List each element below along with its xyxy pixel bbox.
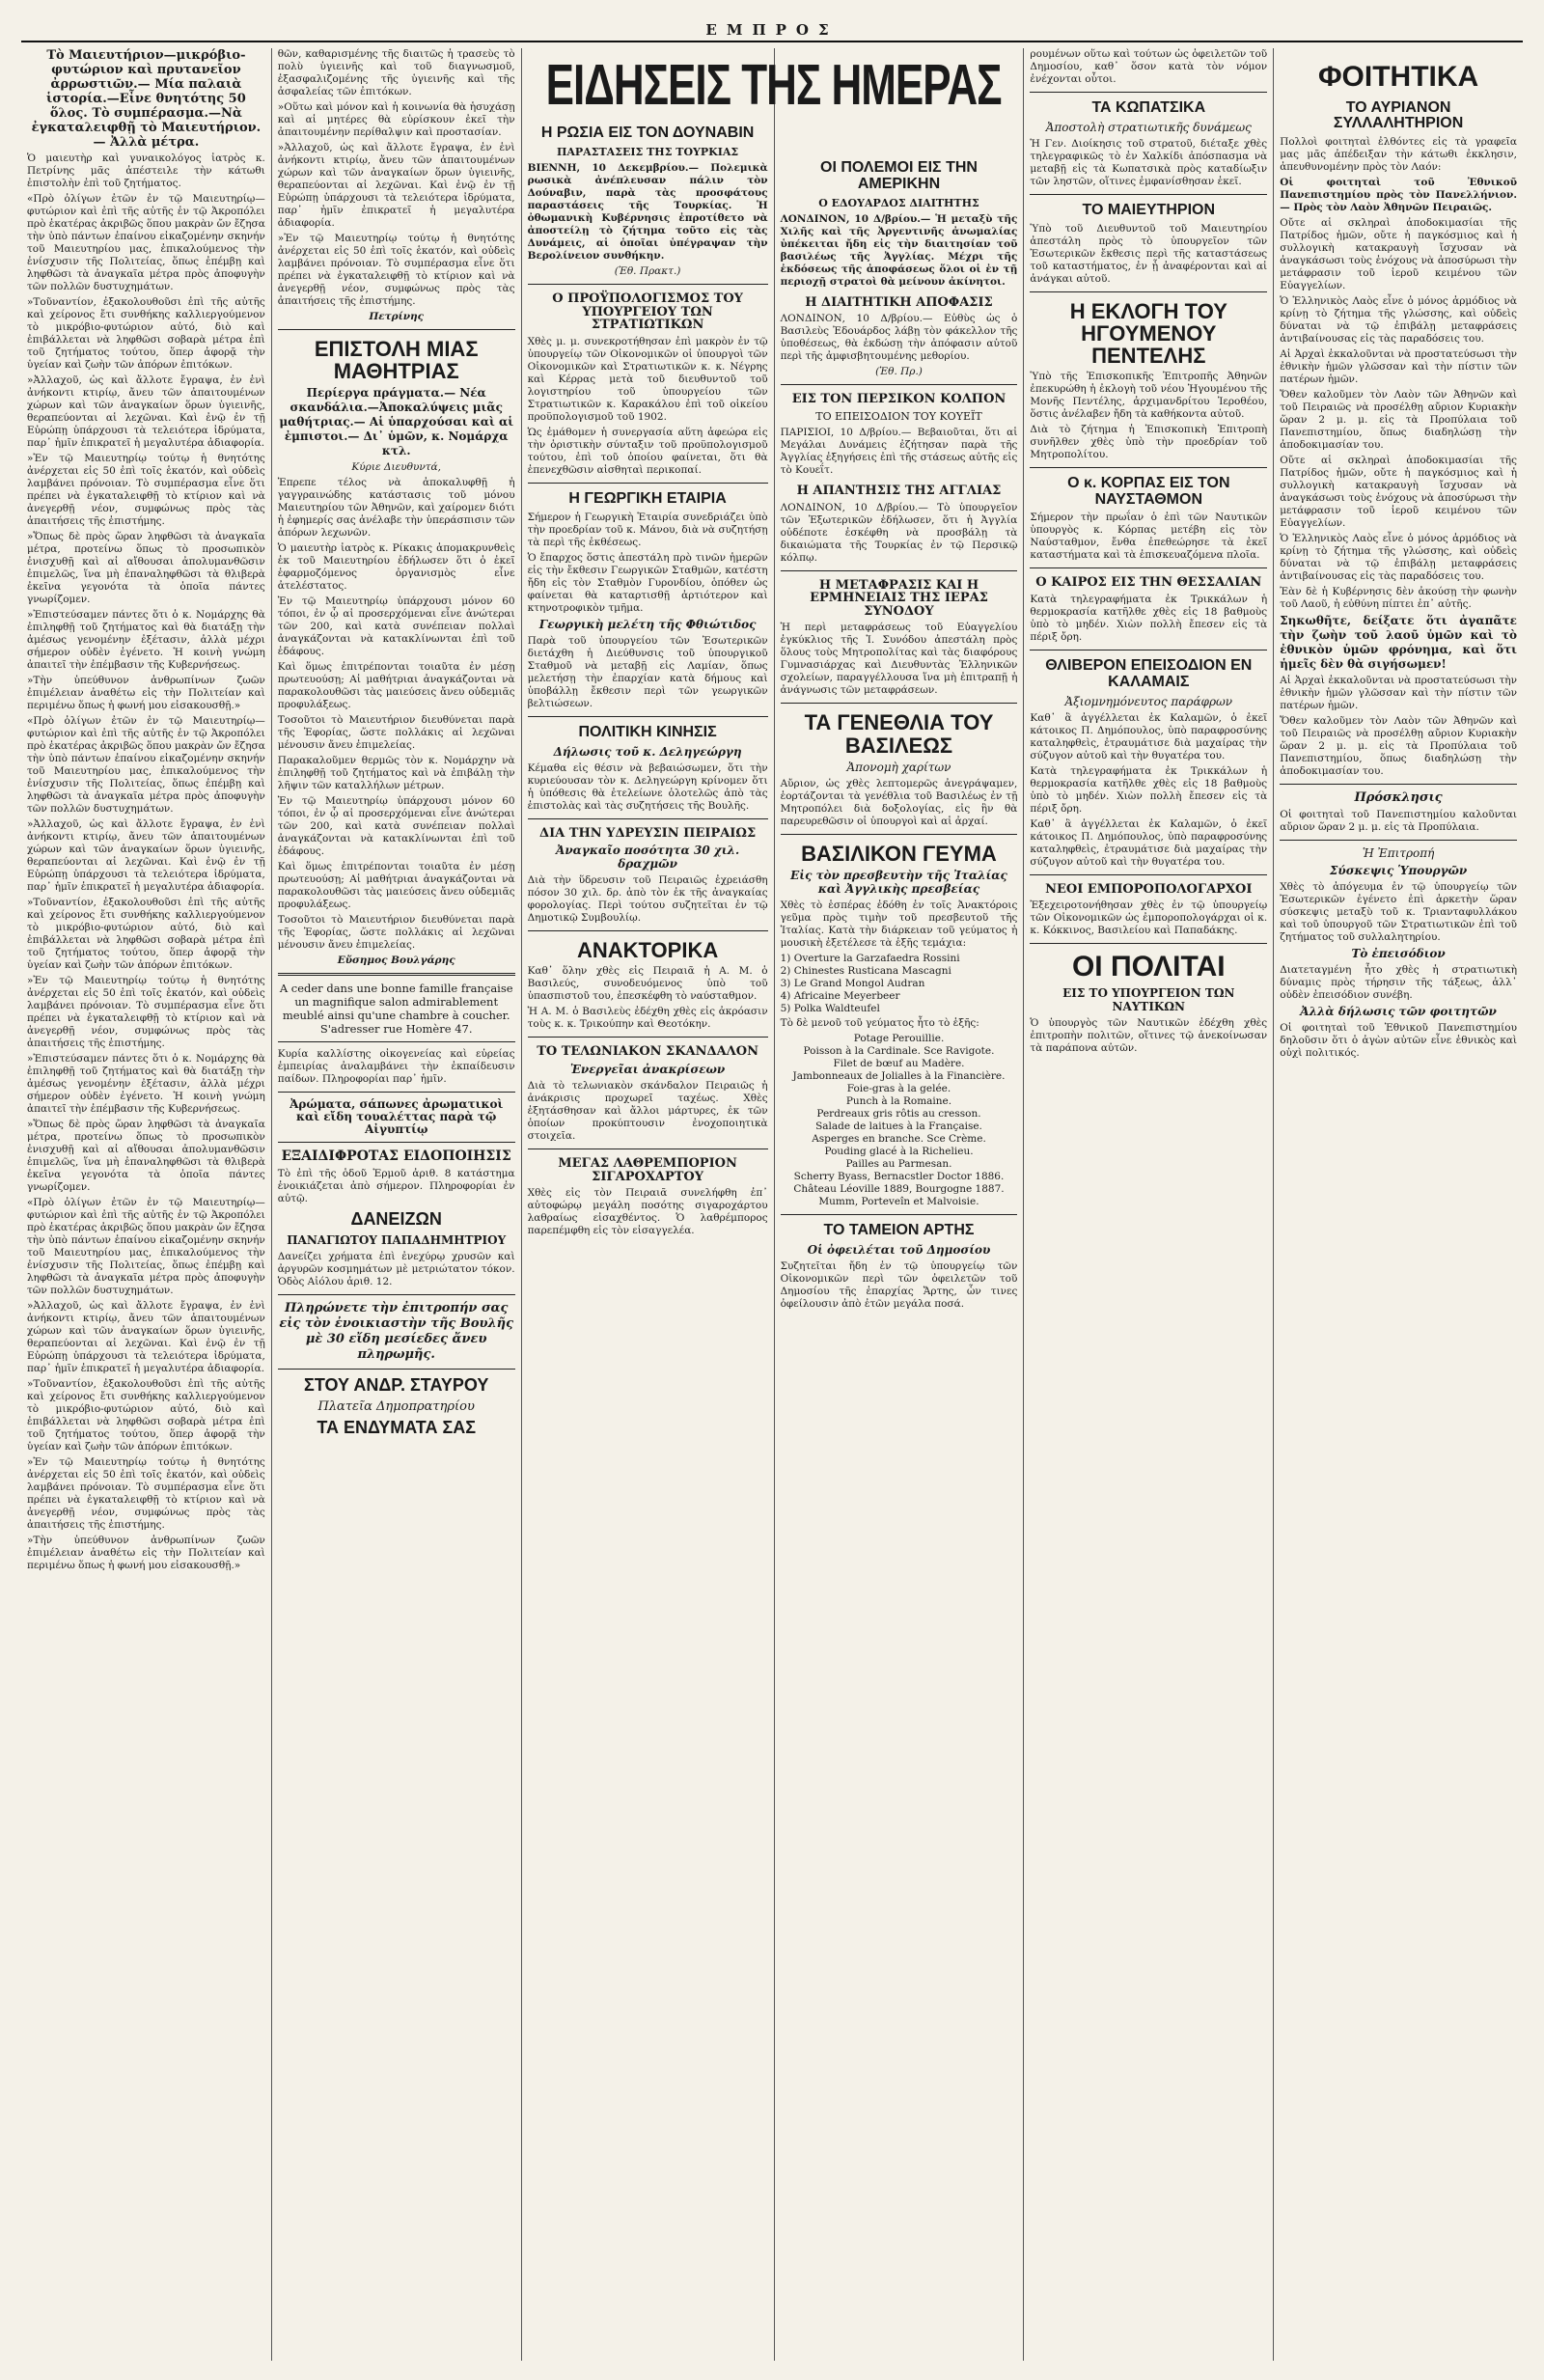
paragraph: Παρὰ τοῦ ὑπουργείου τῶν Ἐσωτερικῶν διετάχθη ἡ Διεύθυνσις τοῦ ὑπουργικοῦ Σταθμοῦ νὰ μεταβῇ εἰς Λαμίαν, ὅπως μελετήσῃ τὴν ἐπαρχίαν κατὰ δήμους καὶ ὑποβάλλῃ ἔκθεσιν περὶ τῶν γεωργικῶν βελτιώσεων. <box>527 634 768 709</box>
divider <box>1030 291 1267 292</box>
subheadline: Ἡ Ἐπιτροπή <box>1362 846 1435 861</box>
paragraph: Ἐν τῷ Μαιευτηρίῳ ὑπάρχουσι μόνον 60 τόποι, ἐν ᾧ αἱ προσερχόμεναι εἶνε ἀνώτεραι τῶν 200, καὶ κατὰ συνέπειαν πολλαὶ ἀναγκάζονται νὰ κατακλίνωνται ἐπὶ τοῦ ἐδάφους. <box>277 795 515 858</box>
paragraph: ΛΟΝΔΙΝΟΝ, 10 Δ/βρίου.— Ἡ μεταξὺ τῆς Χιλῆς καὶ τῆς Ἀργεντινῆς ἀνωμαλίας ὑπέκειται ἤδη εἰς τὴν διαιτησίαν τοῦ βασιλέως τῆς Ἀγγλίας. Μέχρι τῆς ἐκδόσεως τῆς ἀποφάσεως ὅλοι οἱ ἐν τῇ περιοχῇ στρατοὶ θὰ μείνουν ἀκίνητοι. <box>780 212 1018 288</box>
divider <box>1280 840 1517 841</box>
column-1 <box>21 48 271 2361</box>
menu-item: Pouding glacé à la Richelieu. <box>824 1145 974 1157</box>
divider <box>278 1142 515 1143</box>
source: (Ἐθ. Πρακτ.) <box>614 264 681 277</box>
headline: Η ΓΕΩΡΓΙΚΗ ΕΤΑΙΡΙΑ <box>568 489 727 507</box>
divider <box>1030 874 1267 875</box>
headline: Η ΜΕΤΑΦΡΑΣΙΣ ΚΑΙ Η ΕΡΜΗΝΕΙΑΙΣ ΤΗΣ ΙΕΡΑΣ ΣΥΝΟΔΟΥ <box>810 577 988 619</box>
headline: ΤΟ ΜΑΙΕΥΤΗΡΙΟΝ <box>1082 201 1216 218</box>
divider <box>781 570 1018 571</box>
paragraph: Οὔτε αἱ σκληραὶ ἀποδοκιμασίαι τῆς Πατρίδος ἡμῶν, οὔτε ἡ παγκόσμιος καὶ ἡ συλλογικὴ κατακραυγὴ ἴσχυσαν νὰ ἀναγκάσωσι τοὺς ἐνόχους νὰ ἀποσύρωσι τὴν μετάφρασιν τοῦ ἱεροῦ κειμένου τῶν Εὐαγγελίων. <box>1280 455 1517 530</box>
headline: ΤΟ ΤΕΛΩΝΙΑΚΟΝ ΣΚΑΝΔΑΛΟΝ <box>537 1044 758 1060</box>
subheadline: ΤΟ ΕΠΕΙΣΟΔΙΟΝ ΤΟΥ ΚΟΥΕΪΤ <box>815 409 982 423</box>
headline: ΕΠΙΣΤΟΛΗ ΜΙΑΣ ΜΑΘΗΤΡΙΑΣ <box>314 337 479 384</box>
ad-notice-text: Τὸ ἐπὶ τῆς ὁδοῦ Ἑρμοῦ ἀριθ. 8 κατάστημα ἐνοικιάζεται ἀπὸ σήμερον. Πληροφορίαι ἐν αὐτῷ. <box>277 1168 515 1205</box>
menu-item: Salade de laitues à la Française. <box>815 1120 982 1132</box>
divider <box>528 716 768 717</box>
ad-french: A ceder dans une bonne famille française un magnifique salon admirablement meublé ainsi qu'une chambre à coucher. S'adresser rue Homère 47. <box>279 982 513 1037</box>
paragraph: Σηκωθῆτε, δείξατε ὅτι ἀγαπᾶτε τὴν ζωὴν τοῦ λαοῦ ὑμῶν καὶ τὸ ἐθνικὸν ὑμῶν φρόνημα, καὶ ὅτι ἡμεῖς δὲν θὰ σιγήσωμεν! <box>1280 614 1517 672</box>
paragraph: Καὶ ὅμως ἐπιτρέπονται τοιαῦτα ἐν μέσῃ πρωτευούσῃ; Αἱ μαθήτριαι ἀναγκάζονται νὰ παρακολουθῶσι τὰς μαιεύσεις ἄνευ οὐδεμιᾶς προφυλάξεως. <box>277 661 515 711</box>
headline: Η ΔΙΑΙΤΗΤΙΚΗ ΑΠΟΦΑΣΙΣ <box>805 294 993 310</box>
headline: Η ΡΩΣΙΑ ΕΙΣ ΤΟΝ ΔΟΥΝΑΒΙΝ <box>540 125 755 142</box>
paragraph: Ὁ ἔπαρχος ὅστις ἀπεστάλη πρὸ τινῶν ἡμερῶν εἰς τὴν ἔκθεσιν Γεωργικῶν Σταθμῶν, κατέστη ἤδη εἰς τὸν Σταθμὸν Γυρονδίου, ὁπόθεν ὡς φαίνεται θὰ καταρτισθῇ ἀρτιότερον καὶ κτηνοτροφικὸν τμῆμα. <box>527 551 768 614</box>
divider <box>1030 194 1267 195</box>
columns <box>21 48 1523 2361</box>
column-2 <box>271 48 521 2361</box>
subheadline: Ἀπονομὴ χαρίτων <box>846 760 951 774</box>
menu-item: Asperges en branche. Sce Crème. <box>812 1132 986 1145</box>
masthead: ΕΜΠΡΟΣ <box>21 21 1523 42</box>
menu-item: Potage Perouillie. <box>853 1032 945 1044</box>
subheadline: Γεωργικὴ μελέτη τῆς Φθιώτιδος <box>538 617 757 631</box>
menu-item: Château Léoville 1889, Bourgogne 1887. <box>793 1182 1005 1195</box>
paragraph: Τοσοῦτοι τὸ Μαιευτήριον διευθύνεται παρὰ τῆς Ἐφορίας, ὥστε πολλάκις αἱ λεχῶναι μένουσιν ἄνευ ἐπιμελείας. <box>277 914 515 952</box>
subheadline: ΕΙΣ ΤΟ ΥΠΟΥΡΓΕΙΟΝ ΤΩΝ ΝΑΥΤΙΚΩΝ <box>1062 985 1235 1013</box>
paragraph: »Ὅπως δὲ πρὸς ὥραν ληφθῶσι τὰ ἀναγκαῖα μέτρα, προτείνω ὅπως τὸ προσωπικὸν ἐνισχυθῇ καὶ αἱ αἴθουσαι ἀπολυμανθῶσιν ἐπιμελῶς, ἵνα μὴ ἐπαναληφθῶσι τὰ θλιβερὰ ἐκεῖνα γεγονότα τὰ ὁποῖα πάντες γνωρίζομεν. <box>27 1119 265 1193</box>
divider <box>781 703 1018 704</box>
paragraph: »Ἐν τῷ Μαιευτηρίῳ τούτῳ ἡ θνητότης ἀνέρχεται εἰς 50 ἐπὶ τοῖς ἑκατόν, καὶ οὐδεὶς λαμβάνει πρόνοιαν. Τὸ συμπέρασμα εἶνε ὅτι πρέπει νὰ ἐγκαταλειφθῇ τὸ κτίριον καὶ νὰ ἀνεγερθῇ νέον, συμφώνως πρὸς τὰς ἀπαιτήσεις τῆς ἐπιστήμης. <box>27 1456 265 1531</box>
paragraph: «Πρὸ ὀλίγων ἐτῶν ἐν τῷ Μαιευτηρίῳ—φυτώριον καὶ ἐπὶ τῆς αὐτῆς ἐν τῷ Ἀκροπόλει πρὸ ἑκατέρας ἀκριβῶς ὅπου μακρὰν ὤν ἔζησα τὴν ὑπὸ πάντων ἐπαίνου εἰκαζομένην σκηνήν τοῦ Μαιευτηρίου μας, ἐπικαλούμενος τὴν ἐνίσχυσιν τῆς Πολιτείας, ὅπως ἐπέμβῃ καὶ ληφθῶσι τὰ ἀναγκαῖα μέτρα πρὸς ἀποφυγὴν τῶν πολλῶν δυστυχημάτων. <box>27 1197 265 1296</box>
paragraph: Πολλοὶ φοιτηταὶ ἐλθόντες εἰς τὰ γραφεῖα μας μᾶς ἀπέδειξαν τὴν κάτωθι ἐκκλησιν, ἀπευθυνομένην πρὸς τὸν Λαόν: <box>1280 136 1517 174</box>
paragraph: »Τοῦναντίον, ἐξακολουθοῦσι ἐπὶ τῆς αὐτῆς καὶ χείρονος ἔτι συνθήκης καλλιεργούμενον τὸ μικρόβιο-φυτώριον αὐτό, διὸ καὶ ἐπιβάλλεται νὰ ληφθῶσι σοβαρὰ μέτρα ἐπὶ τοῦ ζητήματος τούτου, ὅπερ ἀφορᾷ τὴν ὑγείαν καὶ ζωὴν τῶν ἀπόρων ἐπιτόκων. <box>27 1378 265 1453</box>
paragraph: Αἱ Ἀρχαὶ ἐκκαλοῦνται νὰ προστατεύσωσι τὴν ἐθνικὴν ἡμῶν γλῶσσαν καὶ τὴν πίστιν τῶν πατέρων ἡμῶν. <box>1280 675 1517 712</box>
paragraph: »Οὕτω καὶ μόνον καὶ ἡ κοινωνία θὰ ἡσυχάσῃ καὶ αἱ μητέρες θὰ εὑρίσκουν ἐκεῖ τὴν ἀπαιτουμένην περίθαλψιν καὶ προστασίαν. <box>277 101 515 138</box>
divider <box>1280 784 1517 785</box>
paragraph: Καθ᾽ ἃ ἀγγέλλεται ἐκ Καλαμῶν, ὁ ἐκεῖ κάτοικος Π. Δημόπουλος, ὑπὸ παραφροσύνης καταληφθεὶς, ἐτραυμάτισε διὰ μαχαίρας τὴν σύζυγον αὐτοῦ καὶ τὴν θυγατέρα του. <box>1030 817 1268 868</box>
paragraph: ΛΟΝΔΙΝΟΝ, 10 Δ/βρίου.— Τὸ ὑπουργεῖον τῶν Ἐξωτερικῶν ἐδήλωσεν, ὅτι ἡ Ἀγγλία οὐδέποτε ἐσκέφθη νὰ προσβάλῃ τὰ δικαιώματα τῆς Τουρκίας ἐν τῷ Περσικῷ κόλπῳ. <box>780 501 1018 564</box>
divider <box>1030 92 1267 93</box>
paragraph: Οἱ φοιτηταὶ τοῦ Πανεπιστημίου καλοῦνται αὔριον ὥραν 2 μ. μ. εἰς τὰ Προπύλαια. <box>1280 809 1517 834</box>
paragraph: Ἐπρεπε τέλος νὰ ἀποκαλυφθῇ ἡ γαγγραινώδης κατάστασις τοῦ μόνου Μαιευτηρίου τῶν Ἀθηνῶν, καὶ χαίρομεν διότι ἡ ἐφημερίς σας ἀνέλαβε τὴν ὑπεράσπισιν τῶν ἀπόρων λεχωνῶν. <box>277 477 515 540</box>
signature: Εὔσημος Βουλγάρης <box>337 955 455 967</box>
paragraph: Ἐν τῷ Μαιευτηρίῳ ὑπάρχουσι μόνον 60 τόποι, ἐν ᾧ αἱ προσερχόμεναι εἶνε ἀνώτεραι τῶν 200, καὶ κατὰ συνέπειαν πολλαὶ ἀναγκάζονται νὰ κατακλίνωνται ἐπὶ τοῦ ἐδάφους. <box>277 595 515 658</box>
paragraph: Αἱ Ἀρχαὶ ἐκκαλοῦνται νὰ προστατεύσωσι τὴν ἐθνικὴν ἡμῶν γλῶσσαν καὶ τὴν πίστιν τῶν πατέρων ἡμῶν. <box>1280 348 1517 386</box>
divider <box>528 818 768 819</box>
paragraph: »Ἐπιστεύσαμεν πάντες ὅτι ὁ κ. Νομάρχης θὰ ἐπιληφθῇ τοῦ ζητήματος καὶ θὰ διατάξῃ τὴν ἀμέσως γενομένην ἐξέτασιν, ἀλλὰ μέχρι σήμερον οὐδὲν ἐγένετο. Ἡ κοινὴ γνώμη ἀπαιτεῖ τὴν ἐπέμβασιν τῆς Κυβερνήσεως. <box>27 609 265 671</box>
divider <box>528 483 768 484</box>
article-lead: Τὸ Μαιευτήριον—μικρόβιο-φυτώριον καὶ πρυτανεῖον ἀρρωστιῶν.— Μία παλαιὰ ἱστορία.—Εἶνε θνητότης 50 ὅλος. Τὸ συμπέρασμα.—Νὰ ἐγκαταλειφθῇ τὸ Μαιευτήριον.— Ἀλλὰ μέτρα. <box>31 48 262 150</box>
paragraph: Οἱ φοιτηταὶ τοῦ Ἐθνικοῦ Πανεπιστημίου δηλοῦσιν ὅτι ὁ ἀγὼν αὐτῶν εἶνε ἐθνικὸς καὶ οὐχὶ πολιτικός. <box>1280 1022 1517 1060</box>
subheadline: Τὸ ἐπεισόδιον <box>1351 947 1446 961</box>
dinner-menu <box>781 1033 1018 1208</box>
paragraph: Τοσοῦτοι τὸ Μαιευτήριον διευθύνεται παρὰ τῆς Ἐφορίας, ὥστε πολλάκις αἱ λεχῶναι μένουσιν ἄνευ ἐπιμελείας. <box>277 714 515 752</box>
menu-item: 2) Chinestes Rusticana Mascagni <box>780 964 951 977</box>
headline: ΔΙΑ ΤΗΝ ΥΔΡΕΥΣΙΝ ΠΕΙΡΑΙΩΣ <box>539 825 757 841</box>
subheadline: Δήλωσις τοῦ κ. Δεληγεώργη <box>553 744 742 759</box>
paragraph: Χθὲς μ. μ. συνεκροτήθησαν ἐπὶ μακρὸν ἐν τῷ ὑπουργείῳ τῶν Οἰκονομικῶν οἱ ὑπουργοὶ τῶν Οἰκονομικῶν καὶ Στρατιωτικῶν κ. κ. Νέγρης καὶ Κέρρας μετὰ τοῦ διευθυντοῦ τοῦ λογιστηρίου τοῦ ὑπουργείου τῶν Στρατιωτικῶν κ. Καρακάλου ἐπὶ τοῦ οἰκείου προϋπολογισμοῦ τοῦ 1902. <box>527 335 768 423</box>
paragraph: Παρακαλοῦμεν θερμῶς τὸν κ. Νομάρχην νὰ ἐπιληφθῇ τοῦ ζητήματος καὶ νὰ ἐπιβάλῃ τὴν λῆψιν τῶν καταλλήλων μέτρων. <box>277 755 515 792</box>
ad-lender-title: ΔΑΝΕΙΖΩΝ <box>350 1209 442 1230</box>
paragraph: »Ὅπως δὲ πρὸς ὥραν ληφθῶσι τὰ ἀναγκαῖα μέτρα, προτείνω ὅπως τὸ προσωπικὸν ἐνισχυθῇ καὶ αἱ αἴθουσαι ἀπολυμανθῶσιν ἐπιμελῶς, ἵνα μὴ ἐπαναληφθῶσι τὰ θλιβερὰ ἐκεῖνα γεγονότα τὰ ὁποῖα πάντες γνωρίζομεν. <box>27 531 265 605</box>
menu-item: 3) Le Grand Mongol Audran <box>780 977 925 989</box>
headline: ΦΟΙΤΗΤΙΚΑ <box>1317 61 1479 93</box>
deck: Περίεργα πράγματα.— Νέα σκανδάλια.—Ἀποκαλύψεις μιᾶς μαθήτριας.— Αἱ ὑπαρχούσαι καὶ αἱ ἐμπιστοι.— Δι᾽ ὑμῶν, κ. Νομάρχα κτλ. <box>279 386 514 458</box>
music-program <box>781 953 1018 1015</box>
headline: Ο ΚΑΙΡΟΣ ΕΙΣ ΤΗΝ ΘΕΣΣΑΛΙΑΝ <box>1035 575 1262 591</box>
ad-notice-title: ΕΞΑΙΔΙΦΡΟΤΑΣ ΕΙΔΟΠΟΙΗΣΙΣ <box>281 1148 511 1165</box>
subheadline: Ἐνεργεῖαι ἀνακρίσεων <box>569 1062 726 1076</box>
divider <box>278 329 515 330</box>
ad-store-name: ΣΤΟΥ ΑΝΔΡ. ΣΤΑΥΡΟΥ <box>304 1375 489 1396</box>
ad-kyria: Κυρία καλλίστης οἰκογενείας καὶ εὐρείας ἐμπειρίας ἀναλαμβάνει τὴν ἐκπαίδευσιν παίδων. Πληροφορίαι παρ᾽ ἡμῖν. <box>277 1048 515 1086</box>
menu-item: Filet de bœuf au Madère. <box>833 1057 965 1069</box>
menu-item: Scherry Byass, Bernacstler Doctor 1886. <box>793 1170 1005 1182</box>
headline: ΝΕΟΙ ΕΜΠΟΡΟΠΟΛΟΓΑΡΧΟΙ <box>1045 881 1253 897</box>
headline: Ο ΠΡΟΫΠΟΛΟΓΙΣΜΟΣ ΤΟΥ ΥΠΟΥΡΓΕΙΟΥ ΤΩΝ ΣΤΡΑΤΙΩΤΙΚΩΝ <box>552 291 743 333</box>
headline: ΜΕΓΑΣ ΛΑΘΡΕΜΠΟΡΙΟΝ ΣΙΓΑΡΟΧΑΡΤΟΥ <box>558 1155 737 1184</box>
paragraph: »Ἐν τῷ Μαιευτηρίῳ τούτῳ ἡ θνητότης ἀνέρχεται εἰς 50 ἐπὶ τοῖς ἑκατόν, καὶ οὐδεὶς λαμβάνει πρόνοιαν. Τὸ συμπέρασμα εἶνε ὅτι πρέπει νὰ ἐγκαταλειφθῇ τὸ κτίριον καὶ νὰ ἀνεγερθῇ νέον, συμφώνως πρὸς τὰς ἀπαιτήσεις τῆς ἐπιστήμης. <box>277 233 515 307</box>
subheadline: Ἀξιομνημόνευτος παράφρων <box>1064 694 1233 708</box>
column-4 <box>774 48 1024 2361</box>
headline: ΤΟ ΤΑΜΕΙΟΝ ΑΡΤΗΣ <box>823 1221 975 1238</box>
ad-lender-name: ΠΑΝΑΓΙΩΤΟΥ ΠΑΠΑΔΗΜΗΤΡΙΟΥ <box>287 1233 507 1248</box>
subheadline: Ἀναγκαῖο ποσότητα 30 χιλ. δραχμῶν <box>556 844 740 872</box>
divider <box>781 384 1018 385</box>
headline: ΤΑ ΓΕΝΕΘΛΙΑ ΤΟΥ ΒΑΣΙΛΕΩΣ <box>804 710 994 758</box>
headline: Η ΑΠΑΝΤΗΣΙΣ ΤΗΣ ΑΓΓΛΙΑΣ <box>796 483 1002 498</box>
paragraph: Τὸ δὲ μενοῦ τοῦ γεύματος ἦτο τὸ ἑξῆς: <box>780 1016 979 1029</box>
divider <box>1030 943 1267 944</box>
paragraph: »Τοῦναντίον, ἐξακολουθοῦσι ἐπὶ τῆς αὐτῆς καὶ χείρονος ἔτι συνθήκης καλλιεργούμενον τὸ μικρόβιο-φυτώριον αὐτό, διὸ καὶ ἐπιβάλλεται νὰ ληφθῶσι σοβαρὰ μέτρα ἐπὶ τοῦ ζητήματος τούτου, ὅπερ ἀφορᾷ τὴν ὑγείαν καὶ ζωὴν τῶν ἀπόρων ἐπιτόκων. <box>27 296 265 371</box>
headline: ΘΛΙΒΕΡΟΝ ΕΠΕΙΣΟΔΙΟΝ ΕΝ ΚΑΛΑΜΑΙΣ <box>1045 657 1253 690</box>
paragraph: »Ἐν τῷ Μαιευτηρίῳ τούτῳ ἡ θνητότης ἀνέρχεται εἰς 50 ἐπὶ τοῖς ἑκατόν, καὶ οὐδεὶς λαμβάνει πρόνοιαν. Τὸ συμπέρασμα εἶνε ὅτι πρέπει νὰ ἐγκαταλειφθῇ τὸ κτίριον καὶ νὰ ἀνεγερθῇ νέον, συμφώνως πρὸς τὰς ἀπαιτήσεις τῆς ἐπιστήμης. <box>27 975 265 1049</box>
headline: ΠΟΛΙΤΙΚΗ ΚΙΝΗΣΙΣ <box>578 723 717 740</box>
banner-headline: ΕΙΔΗΣΕΙΣ ΤΗΣ ΗΜΕΡΑΣ <box>545 53 1002 118</box>
paragraph: Οὔτε αἱ σκληραὶ ἀποδοκιμασίαι τῆς Πατρίδος ἡμῶν, οὔτε ἡ παγκόσμιος καὶ ἡ συλλογικὴ κατακραυγὴ ἴσχυσαν νὰ ἀναγκάσωσι τοὺς ἐνόχους νὰ ἀποσύρωσι τὴν μετάφρασιν τοῦ ἱεροῦ κειμένου τῶν Εὐαγγελίων. <box>1280 217 1517 292</box>
headline: ΤΑ ΚΩΠΑΤΣΙΚΑ <box>1091 99 1206 116</box>
paragraph: Κατὰ τηλεγραφήματα ἐκ Τρικκάλων ἡ θερμοκρασία κατῆλθε χθὲς εἰς 18 βαθμοὺς ὑπὸ τὸ μηδέν. Χιὼν πολλὴ ἔπεσεν εἰς τὰ πέριξ ὄρη. <box>1030 764 1268 815</box>
menu-item: Jambonneaux de Jolialles à la Financière. <box>792 1069 1006 1082</box>
subheadline: Σύσκεψις Ὑπουργῶν <box>1329 864 1468 878</box>
divider <box>278 1092 515 1093</box>
paragraph: Ὑπὸ τοῦ Διευθυντοῦ τοῦ Μαιευτηρίου ἀπεστάλη πρὸς τὸ ὑπουργεῖον τῶν Ἐσωτερικῶν ἔκθεσις περὶ τῆς καταστάσεως τοῦ καταστήματος, ἐν ᾗ ἀναφέρονται καὶ αἱ ἀνάγκαι αὐτοῦ. <box>1030 222 1268 285</box>
paragraph: Ὁ Ἑλληνικὸς Λαὸς εἶνε ὁ μόνος ἀρμόδιος νὰ κρίνῃ τὸ ζήτημα τῆς γλώσσης, καὶ οὐδεὶς δύναται νὰ τῷ ἐπιβάλῃ μεταφράσεις ἀντιβαίνουσας εἰς τὰς παραδόσεις του. <box>1280 533 1517 583</box>
paragraph: θῶν, καθαρισμένης τῆς διαιτῶς ἡ τρασεὺς τὸ πολὺ ὑγιεινῆς καὶ τοῦ διαγνωσμοῦ, ἐξασφαλιζομένης τῆς ὑγιεινῆς καὶ τῆς ἀσφαλείας τῶν ἐπιτόκων. <box>277 48 515 97</box>
paragraph: Αὔριον, ὡς χθὲς λεπτομερῶς ἀνεγράψαμεν, ἑορτάζονται τὰ γενέθλια τοῦ Βασιλέως ἐν τῇ Μητροπόλει διὰ δοξολογίας, εἰς ἣν θὰ παρευρεθῶσιν οἱ ὑπουργοὶ καὶ αἱ ἀρχαί. <box>780 777 1018 827</box>
column-6 <box>1273 48 1523 2361</box>
signature: Πετρίνης <box>369 311 425 322</box>
paragraph: Ἡ Α. Μ. ὁ Βασιλεὺς ἐδέχθη χθὲς εἰς ἀκρόασιν τοὺς κ. κ. Τρικούπην καὶ Θεοτόκην. <box>527 1006 768 1031</box>
paragraph: Ὁ μαιευτὴρ καὶ γυναικολόγος ἰατρὸς κ. Πετρίνης μᾶς ἀπέστειλε τὴν κάτωθι ἐπιστολὴν ἐπὶ τοῦ ζητήματος. <box>27 152 265 189</box>
divider <box>278 1294 515 1295</box>
ad-handwritten: Πληρώνετε τὴν ἐπιτροπήν σας εἰς τὸν ἐνοικιαστὴν τῆς Βουλῆς μὲ 30 εἴδη μεσίεδες ἄνευ πληρωμῆς. <box>279 1301 514 1363</box>
paragraph: Καθ᾽ ὅλην χθὲς εἰς Πειραιᾶ ἡ Α. Μ. ὁ Βασιλεύς, συνοδευόμενος ὑπὸ τοῦ ὑπασπιστοῦ του, ἐπεσκέφθη τὸ ναύσταθμον. <box>527 965 768 1003</box>
paragraph: ρουμένων οὕτω καὶ τούτων ὡς ὀφειλετῶν τοῦ Δημοσίου, καθ᾽ ὅσον κατὰ τὸν νόμον ἐνέχονται οὗτοι. <box>1030 48 1268 85</box>
subheadline: Ἀλλὰ δήλωσις τῶν φοιτητῶν <box>1300 1005 1497 1019</box>
divider <box>781 1214 1018 1215</box>
paragraph: Κέμαθα εἰς θέσιν νὰ βεβαιώσωμεν, ὅτι τὴν κυριεύουσαν τὸν κ. Δεληγεώργη κρίνομεν ὅτι ἡ ὑπόθεσις θὰ ἐτελείωνε ὁλοτελῶς ἀπὸ τὰς ἐπιστολὰς καὶ τὰς συζητήσεις τῆς Βουλῆς. <box>527 761 768 812</box>
headline: ΕΙΣ ΤΟΝ ΠΕΡΣΙΚΟΝ ΚΟΛΠΟΝ <box>791 392 1006 407</box>
paragraph: Διὰ τὴν ὕδρευσιν τοῦ Πειραιῶς ἐχρειάσθη πόσον 30 χιλ. δρ. ἀπὸ τὸν ἐκ τῆς ἀναγκαίας φορολογίας. Περὶ τούτου συζητεῖται ἐν τῷ Δημοτικῷ Συμβουλίῳ. <box>527 874 768 925</box>
menu-item: Poisson à la Cardinale. Sce Ravigote. <box>803 1044 995 1057</box>
paragraph: »Ἐπιστεύσαμεν πάντες ὅτι ὁ κ. Νομάρχης θὰ ἐπιληφθῇ τοῦ ζητήματος καὶ θὰ διατάξῃ τὴν ἀμέσως γενομένην ἐξέτασιν, ἀλλὰ μέχρι σήμερον οὐδὲν ἐγένετο. Ἡ κοινὴ γνώμη ἀπαιτεῖ τὴν ἐπέμβασιν τῆς Κυβερνήσεως. <box>27 1053 265 1115</box>
subheadline: ΠΑΡΑΣΤΑΣΕΙΣ ΤΗΣ ΤΟΥΡΚΙΑΣ <box>556 145 739 158</box>
paragraph: Καὶ ὅμως ἐπιτρέπονται τοιαῦτα ἐν μέσῃ πρωτευούσῃ; Αἱ μαθήτριαι ἀναγκάζονται νὰ παρακολουθῶσι τὰς μαιεύσεις ἄνευ οὐδεμιᾶς προφυλάξεως. <box>277 861 515 911</box>
subheadline: Πρόσκλησις <box>1354 790 1443 806</box>
ad-aromata: Ἀρώματα, σάπωνες ἀρωματικοὶ καὶ εἴδη τουαλέττας παρὰ τῷ Αἰγυπτίῳ <box>290 1097 504 1137</box>
divider <box>278 1041 515 1042</box>
divider <box>528 1148 768 1149</box>
paragraph: Ὁ ὑπουργὸς τῶν Ναυτικῶν ἐδέχθη χθὲς ἐπιτροπὴν πολιτῶν, οἵτινες τῷ ἀνεκοίνωσαν τὰ παράπονα αὐτῶν. <box>1030 1016 1268 1054</box>
divider <box>278 1369 515 1370</box>
paragraph: »Τὴν ὑπεύθυνον ἀνθρωπίνων ζωῶν ἐπιμέλειαν ἀναθέτω εἰς τὴν Πολιτείαν καὶ περιμένω ὅπως ἡ φωνή μου εἰσακουσθῇ.» <box>27 675 265 711</box>
paragraph: Διατεταγμένη ἦτο χθὲς ἡ στρατιωτικὴ δύναμις πρὸς τήρησιν τῆς τάξεως, ἀλλ᾽ οὐδὲν ἐπεισόδιον συνέβη. <box>1280 964 1517 1002</box>
divider <box>781 834 1018 835</box>
menu-item: Punch à la Romaine. <box>845 1094 952 1107</box>
subheadline: Εἰς τὸν πρεσβευτὴν τῆς Ἰταλίας καὶ Ἀγγλικὴς πρεσβείας <box>790 868 1007 896</box>
paragraph: Συζητεῖται ἤδη ἐν τῷ ὑπουργείῳ τῶν Οἰκονομικῶν περὶ τῶν ὀφειλετῶν τοῦ Δημοσίου τῆς ἐπαρχίας Ἄρτης, ὧν τινες ὀφείλουσιν ἀπὸ ἐτῶν μεγάλα ποσά. <box>780 1259 1018 1310</box>
paragraph: Ἐξεχειροτονήθησαν χθὲς ἐν τῷ ὑπουργείῳ τῶν Οἰκονομικῶν ὡς ἐμποροπολογάρχαι οἱ κ. κ. Κόκκινος, Βασιλείου καὶ Παπαδάκης. <box>1030 899 1268 937</box>
column-5 <box>1023 48 1273 2361</box>
paragraph: »Ἀλλαχοῦ, ὡς καὶ ἄλλοτε ἔγραψα, ἐν ἑνὶ ἀνήκοντι κτιρίῳ, ἄνευ τῶν ἀπαιτουμένων χώρων καὶ τῶν ἀναγκαίων ὅρων ὑγιεινῆς, θεραπεύονται αἱ λεχῶναι. Καὶ ἐνῷ ἐν τῇ Εὐρώπῃ ὑπάρχουσι τὰ τελειότερα ἰδρύματα, παρ᾽ ἡμῖν ἐπικρατεῖ ἡ μεγαλυτέρα ἀδιαφορία. <box>27 1300 265 1374</box>
paragraph: »Τὴν ὑπεύθυνον ἀνθρωπίνων ζωῶν ἐπιμέλειαν ἀναθέτω εἰς τὴν Πολιτείαν καὶ περιμένω ὅπως ἡ φωνή μου εἰσακουσθῇ.» <box>27 1535 265 1571</box>
headline: Η ΕΚΛΟΓΗ ΤΟΥ ΗΓΟΥΜΕΝΟΥ ΠΕΝΤΕΛΗΣ <box>1069 298 1227 368</box>
divider <box>1030 567 1267 568</box>
divider <box>528 930 768 931</box>
paragraph: »Ἀλλαχοῦ, ὡς καὶ ἄλλοτε ἔγραψα, ἐν ἑνὶ ἀνήκοντι κτιρίῳ, ἄνευ τῶν ἀπαιτουμένων χώρων καὶ τῶν ἀναγκαίων ὅρων ὑγιεινῆς, θεραπεύονται αἱ λεχῶναι. Καὶ ἐνῷ ἐν τῇ Εὐρώπῃ ὑπάρχουσι τὰ τελειότερα ἰδρύματα, παρ᾽ ἡμῖν ἐπικρατεῖ ἡ μεγαλυτέρα ἀδιαφορία. <box>27 374 265 449</box>
paragraph: »Τοῦναντίον, ἐξακολουθοῦσι ἐπὶ τῆς αὐτῆς καὶ χείρονος ἔτι συνθήκης καλλιεργούμενον τὸ μικρόβιο-φυτώριον αὐτό, διὸ καὶ ἐπιβάλλεται νὰ ληφθῶσι σοβαρὰ μέτρα ἐπὶ τοῦ ζητήματος τούτου, ὅπερ ἀφορᾷ τὴν ὑγείαν καὶ ζωὴν τῶν ἀπόρων ἐπιτόκων. <box>27 897 265 971</box>
source: (Ἐθ. Πρ.) <box>875 366 923 378</box>
headline: ΟΙ ΠΟΛΕΜΟΙ ΕΙΣ ΤΗΝ ΑΜΕΡΙΚΗΝ <box>820 159 978 192</box>
subheadline: ΤΟ ΑΥΡΙΑΝΟΝ ΣΥΛΛΑΛΗΤΗΡΙΟΝ <box>1333 98 1464 132</box>
paragraph: Ἡ Γεν. Διοίκησις τοῦ στρατοῦ, διέταξε χθὲς τηλεγραφικῶς τὸ ἐν Χαλκίδι ἀπόσπασμα νὰ μεταβῇ εἰς τὰ Κωπατσικὰ πρὸς καταδίωξιν τῶν ληστῶν, οἵτινες ἐμφανίσθησαν ἐκεῖ. <box>1030 137 1268 187</box>
menu-item: 1) Overture la Garzafaedra Rossini <box>780 952 960 964</box>
divider <box>278 973 515 976</box>
paragraph: Χθὲς τὸ ἀπόγευμα ἐν τῷ ὑπουργείῳ τῶν Ἐσωτερικῶν ἐγένετο ἐπὶ ἀρκετὴν ὥραν σύσκεψις μεταξὺ τοῦ κ. Τριανταφυλλάκου καὶ τοῦ ὑπουργοῦ τῶν Στρατιωτικῶν ἐπὶ τοῦ ζητήματος τοῦ συλλαλητηρίου. <box>1280 881 1517 944</box>
paragraph: Σήμερον ἡ Γεωργικὴ Ἑταιρία συνεδριάζει ὑπὸ τὴν προεδρίαν τοῦ κ. Μάνου, διὰ νὰ συζητήσῃ τὰ περὶ τῆς ἐκθέσεως. <box>527 511 768 548</box>
headline: Ο κ. ΚΟΡΠΑΣ ΕΙΣ ΤΟΝ ΝΑΥΣΤΑΘΜΟΝ <box>1067 474 1230 508</box>
paragraph: «Πρὸ ὀλίγων ἐτῶν ἐν τῷ Μαιευτηρίῳ—φυτώριον καὶ ἐπὶ τῆς αὐτῆς ἐν τῷ Ἀκροπόλει πρὸ ἑκατέρας ἀκριβῶς ὅπου μακρὰν ὤν ἔζησα τὴν ὑπὸ πάντων ἐπαίνου εἰκαζομένην σκηνήν τοῦ Μαιευτηρίου μας, ἐπικαλούμενος τὴν ἐνίσχυσιν τῆς Πολιτείας, ὅπως ἐπέμβῃ καὶ ληφθῶσι τὰ ἀναγκαῖα μέτρα πρὸς ἀποφυγὴν τῶν πολλῶν δυστυχημάτων. <box>27 715 265 815</box>
paragraph: Ὑπὸ τῆς Ἐπισκοπικῆς Ἐπιτροπῆς Ἀθηνῶν ἐπεκυρώθη ἡ ἐκλογὴ τοῦ νέου Ἡγουμένου τῆς Μονῆς Πεντέλης, ἀρχιμανδρίτου Ἱεροθέου, ὅστις ἀνέλαβεν ἤδη τὰ καθήκοντα αὐτοῦ. <box>1030 370 1268 420</box>
paragraph: Κατὰ τηλεγραφήματα ἐκ Τρικκάλων ἡ θερμοκρασία κατῆλθε χθὲς εἰς 18 βαθμοὺς ὑπὸ τὸ μηδέν. Χιὼν πολλὴ ἔπεσεν εἰς τὰ πέριξ ὄρη. <box>1030 594 1268 644</box>
salutation: Κύριε Διευθυντά, <box>351 461 441 474</box>
menu-item: 4) Africaine Meyerbeer <box>780 989 900 1002</box>
menu-item: Mumm, Porteveîn et Malvoisie. <box>818 1195 979 1207</box>
paragraph: Ὡς ἐμάθομεν ἡ συνεργασία αὕτη ἀφεώρα εἰς τὴν ὁριστικὴν σύνταξιν τοῦ προϋπολογισμοῦ τούτου, ἐπὶ τοῦ ὁποίου φαίνεται, ὅτι θὰ ἐπενεχθῶσιν αἰσθηταὶ περικοπαί. <box>527 426 768 476</box>
ad-store-clothes: ΤΑ ΕΝΔΥΜΑΤΑ ΣΑΣ <box>317 1418 477 1438</box>
paragraph: Ὁ Ἑλληνικὸς Λαὸς εἶνε ὁ μόνος ἀρμόδιος νὰ κρίνῃ τὸ ζήτημα τῆς γλώσσης, καὶ οὐδεὶς δύναται νὰ τῷ ἐπιβάλῃ μεταφράσεις ἀντιβαίνουσας εἰς τὰς παραδόσεις του. <box>1280 295 1517 346</box>
paragraph: Χθὲς εἰς τὸν Πειραιᾶ συνελήφθη ἐπ᾽ αὐτοφώρῳ μεγάλη ποσότης σιγαροχάρτου λαθραίως εἰσαχθέντος. Ὁ λαθρέμπορος παρεπέμφθη εἰς τὸν εἰσαγγελέα. <box>527 1187 768 1237</box>
paragraph: Διὰ τὸ ζήτημα ἡ Ἐπισκοπικὴ Ἐπιτροπὴ συνῆλθεν χθὲς ὑπὸ τὴν προεδρίαν τοῦ Μητροπολίτου. <box>1030 423 1268 460</box>
menu-item: 5) Polka Waldteufel <box>780 1002 880 1014</box>
paragraph: Ὅθεν καλοῦμεν τὸν Λαὸν τῶν Ἀθηνῶν καὶ τοῦ Πειραιῶς νὰ προσέλθῃ αὔριον Κυριακὴν ὥραν 2 μ. μ. εἰς τὰ Προπύλαια τοῦ Πανεπιστημίου, ὅπως διαδηλώσῃ τὴν ἀποδοκιμασίαν του. <box>1280 389 1517 452</box>
paragraph: »Ἀλλαχοῦ, ὡς καὶ ἄλλοτε ἔγραψα, ἐν ἑνὶ ἀνήκοντι κτιρίῳ, ἄνευ τῶν ἀπαιτουμένων χώρων καὶ τῶν ἀναγκαίων ὅρων ὑγιεινῆς, θεραπεύονται αἱ λεχῶναι. Καὶ ἐνῷ ἐν τῇ Εὐρώπῃ ὑπάρχουσι τὰ τελειότερα ἰδρύματα, παρ᾽ ἡμῖν ἐπικρατεῖ ἡ μεγαλυτέρα ἀδιαφορία. <box>277 142 515 229</box>
menu-item: Perdreaux gris rôtis au cresson. <box>816 1107 981 1120</box>
subheadline: Οἱ ὀφειλέται τοῦ Δημοσίου <box>807 1242 991 1257</box>
menu-item: Pailles au Parmesan. <box>845 1157 952 1170</box>
paragraph: Σήμερον τὴν πρωΐαν ὁ ἐπὶ τῶν Ναυτικῶν ὑπουργὸς κ. Κόρπας μετέβη εἰς τὸν Ναύσταθμον, ἔνθα ἐπεθεώρησε τὰ ἐκεῖ καταστήματα καὶ τὰ ἐπισκευαζόμενα πλοῖα. <box>1030 512 1268 562</box>
ad-lender-text: Δανείζει χρήματα ἐπὶ ἐνεχύρῳ χρυσῶν καὶ ἀργυρῶν κοσμημάτων μὲ μετριώτατον τόκον. Ὁδὸς Αἰόλου ἀριθ. 12. <box>277 1251 515 1288</box>
paragraph: Καθ᾽ ἃ ἀγγέλλεται ἐκ Καλαμῶν, ὁ ἐκεῖ κάτοικος Π. Δημόπουλος, ὑπὸ παραφροσύνης καταληφθεὶς, ἐτραυμάτισε διὰ μαχαίρας τὴν σύζυγον αὐτοῦ καὶ τὴν θυγατέρα του. <box>1030 711 1268 761</box>
paragraph: «Πρὸ ὀλίγων ἐτῶν ἐν τῷ Μαιευτηρίῳ—φυτώριον καὶ ἐπὶ τῆς αὐτῆς ἐν τῷ Ἀκροπόλει πρὸ ἑκατέρας ἀκριβῶς ὅπου μακρὰν ὤν ἔζησα τὴν ὑπὸ πάντων ἐπαίνου εἰκαζομένην σκηνήν τοῦ Μαιευτηρίου μας, ἐπικαλούμενος τὴν ἐνίσχυσιν τῆς Πολιτείας, ὅπως ἐπέμβῃ καὶ ληφθῶσι τὰ ἀναγκαῖα μέτρα πρὸς ἀποφυγὴν τῶν πολλῶν δυστυχημάτων. <box>27 193 265 292</box>
menu-item: Foie-gras à la gelée. <box>846 1082 951 1094</box>
paragraph: ΛΟΝΔΙΝΟΝ, 10 Δ/βρίου.— Εὐθὺς ὡς ὁ Βασιλεὺς Ἐδουάρδος λάβῃ τὸν φάκελλον τῆς ὑποθέσεως, θὰ ἐκδώσῃ τὴν ἀπόφασιν αὐτοῦ περὶ τῆς ἀμφισβητουμένης μεθορίου. <box>780 313 1018 363</box>
divider <box>1030 467 1267 468</box>
paragraph: ΠΑΡΙΣΙΟΙ, 10 Δ/βρίου.— Βεβαιοῦται, ὅτι αἱ Μεγάλαι Δυνάμεις ἐζήτησαν παρὰ τῆς Ἀγγλίας ἐξηγήσεις ἐπὶ τῆς στάσεως αὐτῆς εἰς τὸ Κουεΐτ. <box>780 426 1018 476</box>
paragraph: Ὁ μαιευτὴρ ἰατρὸς κ. Ρίκακις ἀπομακρυνθεὶς ἐκ τοῦ Μαιευτηρίου ἐδήλωσεν ὅτι ὁ ἐκεῖ ἐφαρμοζόμενος ὀργανισμὸς εἶνε ἀτελέστατος. <box>277 542 515 593</box>
headline: ΟΙ ΠΟΛΙΤΑΙ <box>1071 951 1226 983</box>
paragraph: Διὰ τὸ τελωνιακὸν σκάνδαλον Πειραιῶς ἡ ἀνάκρισις προχωρεῖ ταχέως. Χθὲς ἐξητάσθησαν καὶ ἄλλοι μάρτυρες, ἐκ τῶν ὁποίων προκύπτουσιν ἐνοχοποιητικὰ στοιχεῖα. <box>527 1079 768 1142</box>
ad-store-sub: Πλατεῖα Δημοπρατηρίου <box>317 1399 475 1415</box>
headline: ΑΝΑΚΤΟΡΙΚΑ <box>576 938 719 963</box>
subheadline: Ο ΕΔΟΥΑΡΔΟΣ ΔΙΑΙΤΗΤΗΣ <box>818 196 979 209</box>
subheadline: Ἀποστολὴ στρατιωτικῆς δυνάμεως <box>1045 120 1252 134</box>
paragraph: »Ἐν τῷ Μαιευτηρίῳ τούτῳ ἡ θνητότης ἀνέρχεται εἰς 50 ἐπὶ τοῖς ἑκατόν, καὶ οὐδεὶς λαμβάνει πρόνοιαν. Τὸ συμπέρασμα εἶνε ὅτι πρέπει νὰ ἐγκαταλειφθῇ τὸ κτίριον καὶ νὰ ἀνεγερθῇ νέον, συμφώνως πρὸς τὰς ἀπαιτήσεις τῆς ἐπιστήμης. <box>27 453 265 527</box>
paragraph: Ἡ περὶ μεταφράσεως τοῦ Εὐαγγελίου ἐγκύκλιος τῆς Ἱ. Συνόδου ἀπεστάλη πρὸς ὅλους τοὺς Μητροπολίτας καὶ τὰς διαφόρους Γυμνασιάρχας καὶ Διευθυντὰς Ἑλληνικῶν σχολείων, παραγγέλλουσα ἵνα μὴ ἐπιτραπῇ ἡ ἀνάγνωσις τῶν μεταφράσεων. <box>780 622 1018 697</box>
paragraph: Οἱ φοιτηταὶ τοῦ Ἐθνικοῦ Πανεπιστημίου πρὸς τὸν Πανελλήνιον.— Πρὸς τὸν Λαὸν Ἀθηνῶν Πειραιῶς. <box>1280 177 1517 214</box>
headline: ΒΑΣΙΛΙΚΟΝ ΓΕΥΜΑ <box>801 841 997 866</box>
paragraph: ΒΙΕΝΝΗ, 10 Δεκεμβρίου.— Πολεμικὰ ρωσικὰ ἀνέπλευσαν πάλιν τὸν Δούναβιν, παρὰ τὰς προσφάτους παραστάσεις τῆς Τουρκίας. Ἡ ὀθωμανικὴ Κυβέρνησις ἐπροτίθετο νὰ ἀποστείλῃ τὸ ζήτημα τοῦτο εἰς τὰς Δυνάμεις, αἱ ὁποῖαι ὑπέγραψαν τὴν Βερολίνειον συνθήκην. <box>527 161 768 262</box>
paragraph: Ἐὰν δὲ ἡ Κυβέρνησις δὲν ἀκούσῃ τὴν φωνὴν τοῦ Λαοῦ, ἡ εὐθύνη πίπτει ἐπ᾽ αὐτῆς. <box>1280 586 1517 611</box>
paragraph: Χθὲς τὸ ἑσπέρας ἐδόθη ἐν τοῖς Ἀνακτόροις γεῦμα πρὸς τιμὴν τοῦ πρεσβευτοῦ τῆς Ἰταλίας. Κατὰ τὴν διάρκειαν τοῦ γεύματος ἡ μουσικὴ ἐξετέλεσε τὰ ἑξῆς τεμάχια: <box>780 899 1018 949</box>
paragraph: »Ἀλλαχοῦ, ὡς καὶ ἄλλοτε ἔγραψα, ἐν ἑνὶ ἀνήκοντι κτιρίῳ, ἄνευ τῶν ἀπαιτουμένων χώρων καὶ τῶν ἀναγκαίων ὅρων ὑγιεινῆς, θεραπεύονται αἱ λεχῶναι. Καὶ ἐνῷ ἐν τῇ Εὐρώπῃ ὑπάρχουσι τὰ τελειότερα ἰδρύματα, παρ᾽ ἡμῖν ἐπικρατεῖ ἡ μεγαλυτέρα ἀδιαφορία. <box>27 818 265 893</box>
divider <box>528 1037 768 1038</box>
divider <box>528 284 768 285</box>
paragraph: Ὅθεν καλοῦμεν τὸν Λαὸν τῶν Ἀθηνῶν καὶ τοῦ Πειραιῶς νὰ προσέλθῃ αὔριον Κυριακὴν ὥραν 2 μ. μ. εἰς τὰ Προπύλαια τοῦ Πανεπιστημίου, ὅπως διαδηλώσῃ τὴν ἀποδοκιμασίαν του. <box>1280 715 1517 778</box>
